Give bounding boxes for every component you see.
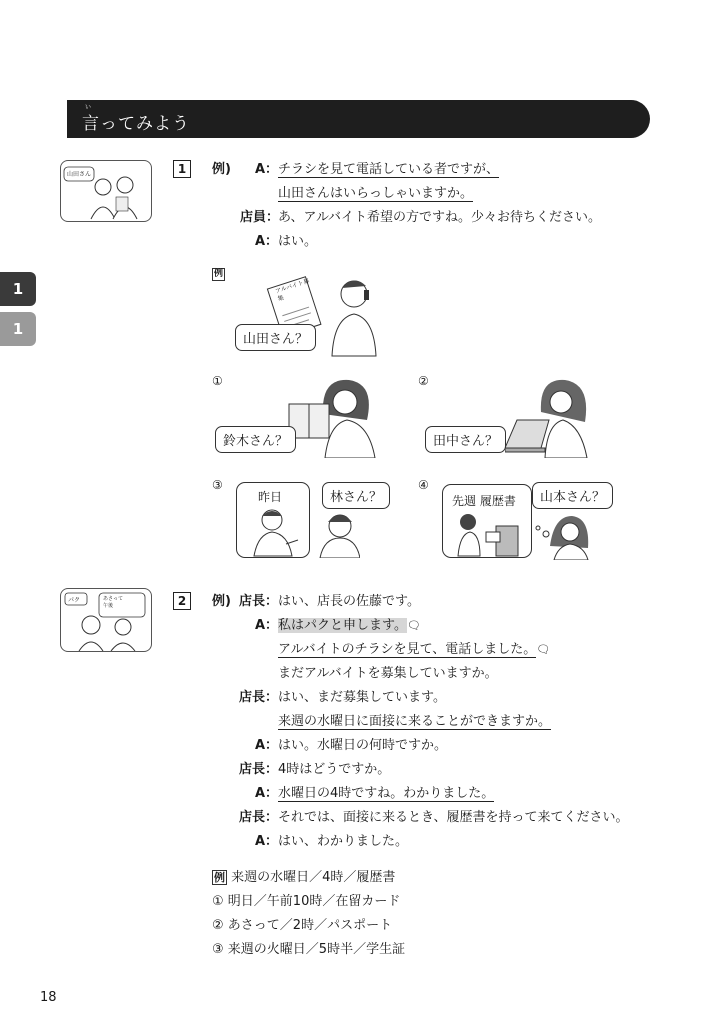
two-people-phone-illustration bbox=[250, 506, 360, 558]
speech-bubble: 田中さん？ bbox=[425, 426, 506, 453]
woman-with-laptop-illustration bbox=[505, 376, 595, 458]
scene-caption: 昨日 bbox=[258, 490, 283, 504]
header-accent-line bbox=[69, 100, 71, 138]
option-line: ③ 来週の火曜日／5時半／学生証 bbox=[212, 942, 406, 957]
thumb-label: あさって 午後 bbox=[103, 596, 124, 609]
exercise2-number: 2 bbox=[173, 592, 191, 610]
dialogue-line: まだアルバイトを募集していますか。 bbox=[278, 666, 498, 681]
speech-icon: 🗨 bbox=[536, 643, 551, 656]
option-line: 例 来週の水曜日／4時／履歴書 bbox=[214, 870, 396, 885]
example-speech-bubble: 山田さん？ bbox=[235, 324, 316, 351]
exercise2-tag: 例) bbox=[212, 594, 231, 609]
exercise2-thumbnail bbox=[60, 588, 152, 652]
page-number: 18 bbox=[40, 990, 57, 1005]
dialogue-line: 店長：はい、店長の佐藤です。 bbox=[238, 594, 420, 609]
section-tab[interactable]: 1 bbox=[0, 312, 36, 346]
thumb-label: パク bbox=[68, 597, 81, 604]
thumb-label: 山田さん bbox=[67, 171, 92, 178]
item-number: ④ bbox=[418, 478, 429, 492]
option-line: ② あさって／2時／パスポート bbox=[212, 918, 393, 933]
item-number: ① bbox=[212, 374, 223, 388]
option-line: ① 明日／午前10時／在留カード bbox=[212, 894, 401, 909]
header-accent bbox=[62, 100, 67, 138]
scene-caption: 先週 履歴書 bbox=[452, 494, 516, 508]
dialogue-line: 店長：それでは、面接に来るとき、履歴書を持って来てください。 bbox=[238, 810, 629, 825]
dialogue-line: 山田さんはいらっしゃいますか。 bbox=[278, 186, 474, 201]
dialogue-line: A：はい。水曜日の何時ですか。 bbox=[254, 738, 448, 753]
woman-reading-magazine-illustration bbox=[285, 376, 385, 458]
item-number: ② bbox=[418, 374, 429, 388]
dialogue-line: 来週の水曜日に面接に来ることができますか。 bbox=[278, 714, 552, 729]
dialogue-line: アルバイトのチラシを見て、電話しました。🗨 bbox=[278, 642, 551, 657]
speech-bubble: 鈴木さん？ bbox=[215, 426, 296, 453]
exercise1-number: 1 bbox=[173, 160, 191, 178]
dialogue-line: A：水曜日の4時ですね。わかりました。 bbox=[254, 786, 495, 801]
speech-icon: 🗨 bbox=[406, 619, 421, 632]
speech-bubble: 山本さん？ bbox=[532, 482, 613, 509]
flyer-text: アルバイト募集 bbox=[274, 277, 311, 303]
dialogue-line: A：はい。 bbox=[254, 234, 318, 249]
chapter-tab[interactable]: 1 bbox=[0, 272, 36, 306]
example-tag: 例 bbox=[214, 269, 224, 279]
dialogue-line: A：はい、わかりました。 bbox=[254, 834, 409, 849]
dialogue-line: 店員：あ、アルバイト希望の方ですね。少々お待ちください。 bbox=[240, 210, 602, 225]
section-title: 言ってみよう bbox=[82, 114, 190, 134]
dialogue-line: A：チラシを見て電話している者ですが、 bbox=[254, 162, 500, 177]
exercise1-thumbnail bbox=[60, 160, 152, 222]
header-ruby: い bbox=[85, 104, 92, 111]
exercise1-tag: 例) bbox=[212, 162, 231, 177]
dialogue-line: 店長：4時はどうですか。 bbox=[238, 762, 391, 777]
dialogue-line: A：私はパクと申します。🗨 bbox=[254, 618, 421, 633]
dialogue-line: 店長：はい、まだ募集しています。 bbox=[238, 690, 446, 705]
item-number: ③ bbox=[212, 478, 223, 492]
handing-resume-illustration bbox=[450, 510, 600, 560]
speech-bubble: 林さん？ bbox=[322, 482, 390, 509]
